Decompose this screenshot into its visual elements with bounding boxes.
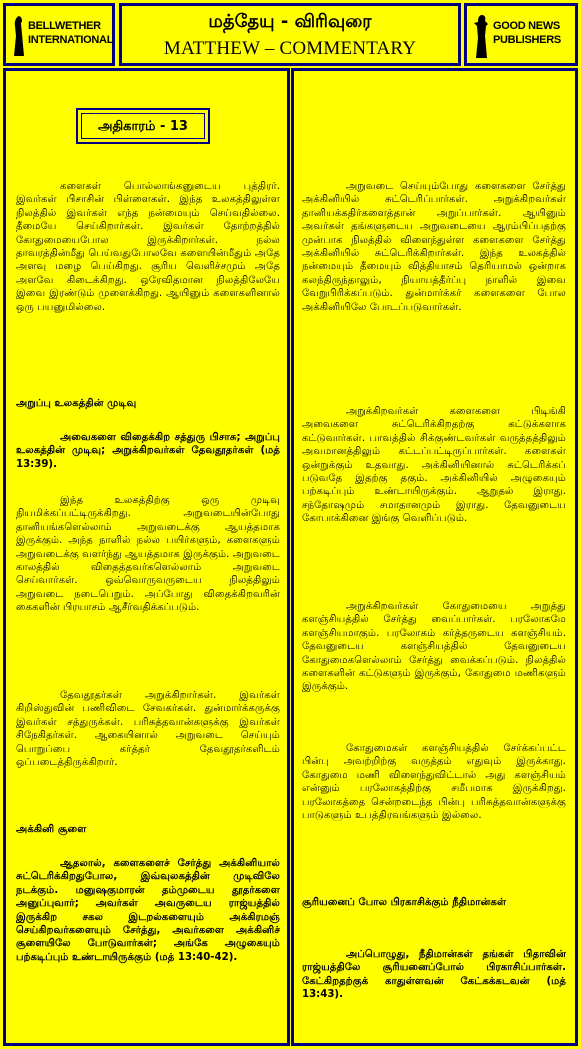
left-paragraph-1: களைகள் பொல்லாங்கனுடைய புத்திரர். இவர்கள் பிசாசின் பிள்ளைகள். இந்த உலகத்திலுள்ள நிலத்தில் இவர்கள் எந்த நன்மையும் செய்வதில்லை. தீமையே செய்கிறார்கள். இவர்கள் தோற்றத்தில் கோதுமையைபோல இருக்கிறார்கள். நல்ல தாவரத்தின்மீது பெய்வதுபோலவே களையின்மீதும் அதே அளவு மழை பெய்கிறது. சூரிய வெளிச்சமும் அதே அளவே கிடைக்கிறது. ஒரேவிதமான நிலத்திலேயே இவை இரண்டும் முளைக்கிறது. ஆயினும் களைகளினால் ஒரு பயனுமில்லை.	[16, 181, 280, 313]
title-english: MATTHEW – COMMENTARY	[163, 38, 417, 59]
chapter-box	[76, 108, 210, 144]
header-title-box	[119, 3, 461, 66]
logo-line-1: BELLWETHER	[28, 20, 101, 32]
right-paragraph-1: அறுவடை செய்யும்போது களைகளை சேர்த்து அக்கினியில் சுட்டெரிப்பார்கள். அறுக்கிறவர்கள் தானியக்கதிர்களைத்தான் அறுப்பார்கள். ஆயினும் அவர்கள் தங்களுடைய அறுவடையை ஆரம்பிப்பதற்கு முன்பாக நிலத்தில் விளைந்துள்ள களைகளை சேர்த்து அக்கினியில் சுட்டெரிக்கிறார்கள். இந்த உலகத்தில் நன்மையும் தீமையும் வித்தியாசம் தெரியாமல் ஒன்றாக கலந்திருந்தாலும், நியாயத்தீர்ப்பு நாளில் இவை வேறுபிரிக்கப்படும். துன்மார்க்கர் களைகளை போல அக்கினியிலே போடப்படுவார்கள்.	[302, 181, 566, 313]
logo-line-1: GOOD NEWS	[493, 20, 560, 32]
right-verse-1: அப்பொழுது, நீதிமான்கள் தங்கள் பிதாவின் ராஜ்யத்திலே சூரியனைப்போல் பிரகாசிப்பார்கள். கேட்கிறதற்குக் காதுள்ளவன் கேட்கக்கடவன் (மத் 13:43).	[302, 949, 566, 1001]
left-heading-1: அறுப்பு உலகத்தின் முடிவு	[16, 398, 137, 409]
left-paragraph-2: இந்த உலகத்திற்கு ஒரு முடிவு நியமிக்கப்பட்டிருக்கிறது. அறுவடையின்போது தானியங்களெல்லாம் அறுவடைக்கு ஆயத்தமாக இருக்கும். அந்த நாளில் நல்ல பயிர்களும், களைகளும் அறுவடைக்கு வளர்ந்து ஆயத்தமாக இருக்கும். அறுவடை காலத்தில் விதைத்தவர்களெல்லாம் அறுவடை செய்வார்கள். ஒவ்வொருவருடைய நிலத்திலும் அறுவடை நடைபெறும். அப்போது விதைக்கிறவரின் கைகளின் பிரயாசம் ஆசீர்வதிக்கப்படும்.	[16, 495, 280, 614]
header-left-logo-box	[3, 3, 115, 66]
sheep-icon	[12, 14, 26, 58]
header-right-logo-box	[464, 3, 578, 66]
title-tamil: மத்தேயு - விரிவுரை	[208, 11, 372, 32]
left-paragraph-3: தேவதூதர்கள் அறுக்கிறார்கள். இவர்கள் கிறிஸ்துவின் பணிவிடை சேவகர்கள். துன்மார்க்கருக்கு இவர்கள் சத்துருக்கள். பரிசுத்தவான்களுக்கு இவர்கள் சிநேகிதர்கள். ஆகையினால் அறுவடை செய்யும் பொறுப்பை கர்த்தர் தேவதூதர்களிடம் ஒப்படைத்திருக்கிறார்.	[16, 690, 280, 769]
right-paragraph-2: அறுக்கிறவர்கள் களைகளை பிடிங்கி அவைகளை சுட்டெரிக்கிறதற்கு கட்டுக்களாக கட்டுவார்கள். பாவத்தில் சிக்குண்டவர்கள் வருத்தத்திலும் அவமானத்திலும் கட்டப்பட்டிருப்பார்கள். களைகள் ஒன்றுக்கும் உதவாது. அக்கினியினால் சுட்டெரிக்கப் படுவதே இதற்கு தகும். அக்கினியில் அழுகையும் பற்கடிப்பும் உண்டாயிருக்கும். ஆறுதல் இராது. சந்தோஷமும் சமாதானமும் இராது. தேவனுடைய கோபாக்கினை இங்கு வெளிப்படும்.	[302, 406, 566, 525]
right-paragraph-3: அறுக்கிறவர்கள் கோதுமையை அறுத்து களஞ்சியத்தில் சேர்த்து வைப்பார்கள். பரலோகமே களஞ்சியமாகும். பரலோகம் கர்த்தருடைய களஞ்சியம். தேவனுடைய களஞ்சியத்தில் தேவனுடைய கோதுமைகளெல்லாம் சேர்த்து வைக்கப்படும். நிலத்தில் களைகளின் கட்டுகளும் இருக்கும், கோதுமை மணிகளும் இருக்கும்.	[302, 601, 566, 693]
left-heading-2: அக்கினி சூளை	[16, 824, 87, 835]
right-heading-1: சூரியனைப் போல பிரகாசிக்கும் நீதிமான்கள்	[302, 897, 507, 908]
left-verse-1: அவைகளை விதைக்கிற சத்துரு பிசாசு; அறுப்பு உலகத்தின் முடிவு; அறுக்கிறவர்கள் தேவதூதர்கள் (மத் 13:39).	[16, 432, 280, 470]
bellwether-logo	[12, 12, 114, 60]
logo-line-2: INTERNATIONAL	[28, 34, 114, 46]
chapter-title: அதிகாரம் - 13	[81, 113, 205, 139]
logo-line-2: PUBLISHERS	[493, 34, 561, 46]
left-verse-2: ஆதலால், களைகளைச் சேர்த்து அக்கினியால் சுட்டெரிக்கிறதுபோல, இவ்வுலகத்தின் முடிவிலே நடக்கும். மனுஷகுமாரன் தம்முடைய தூதர்களை அனுப்புவார்; அவர்கள் அவருடைய ராஜ்யத்தில் இருக்கிற சகல இடறல்களையும் அக்கிரமஞ் செய்கிறவர்களையும் சேர்த்து, அவர்களை அக்கினிச் சூளையிலே போடுவார்கள்; அங்கே அழுகையும் பற்கடிப்பும் உண்டாயிருக்கும் (மத் 13:40-42).	[16, 858, 280, 963]
figure-icon	[473, 14, 491, 60]
good-news-logo	[473, 12, 569, 60]
right-paragraph-4: கோதுமைகள் களஞ்சியத்தில் சேர்க்கப்பட்ட பின்பு அவற்றிற்கு வருத்தம் எதுவும் இருக்காது. கோதுமை மணி விளைந்துவிட்டால் அது களஞ்சியம் என்னும் பரலோகத்திற்கு சமீபமாக இருக்கிறது. பரலோகத்தை சென்றடைந்த பின்பு பரிசுத்தவான்களுக்கு பாடுகளும் உபத்திரவங்களும் இல்லை.	[302, 743, 566, 822]
